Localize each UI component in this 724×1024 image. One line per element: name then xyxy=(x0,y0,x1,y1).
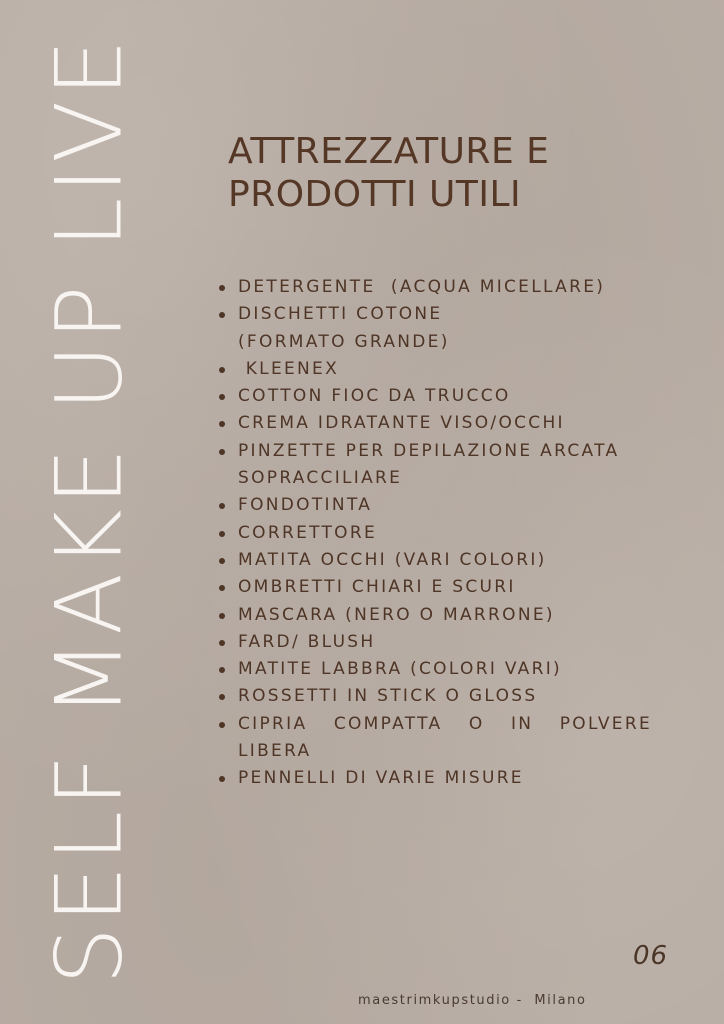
bullet-icon xyxy=(219,503,225,509)
bullet-icon xyxy=(219,694,225,700)
page-heading xyxy=(228,130,668,216)
bullet-icon xyxy=(219,449,225,455)
list-item xyxy=(216,656,652,683)
list-item-text: MATITA OCCHI (VARI COLORI) xyxy=(238,549,547,570)
list-item xyxy=(216,301,652,356)
list-item xyxy=(216,356,652,383)
product-list xyxy=(216,274,660,793)
list-item-text: OMBRETTI CHIARI E SCURI xyxy=(238,577,516,598)
bullet-icon xyxy=(219,312,225,318)
list-item xyxy=(216,520,652,547)
list-item-text: ROSSETTI IN STICK O GLOSS xyxy=(238,686,538,707)
list-item xyxy=(216,602,652,629)
heading-line-2: PRODOTTI UTILI xyxy=(228,174,522,215)
bullet-icon xyxy=(219,394,225,400)
list-item xyxy=(216,629,652,656)
list-item-text: CORRETTORE xyxy=(238,522,378,543)
list-item-text: PINZETTE PER DEPILAZIONE ARCATA SOPRACCILIARE xyxy=(238,440,628,489)
list-item-text: KLEENEX xyxy=(238,358,340,379)
list-item xyxy=(216,547,652,574)
list-item-text: FONDOTINTA xyxy=(238,495,373,516)
list-item-text: MATITE LABBRA (COLORI VARI) xyxy=(238,659,562,680)
bullet-icon xyxy=(219,613,225,619)
list-item-text: PENNELLI DI VARIE MISURE xyxy=(238,768,524,789)
list-item xyxy=(216,438,652,493)
list-item-text: CREMA IDRATANTE VISO/OCCHI xyxy=(238,413,565,434)
bullet-icon xyxy=(219,640,225,646)
bullet-icon xyxy=(219,421,225,427)
bullet-icon xyxy=(219,776,225,782)
bullet-icon xyxy=(219,722,225,728)
list-item xyxy=(216,683,652,710)
page-number: 06 xyxy=(633,941,669,971)
list-item-text: CIPRIA COMPATTA O IN POLVERE LIBERA xyxy=(238,713,660,762)
bullet-icon xyxy=(219,531,225,537)
list-item xyxy=(216,711,660,766)
list-item xyxy=(216,383,652,410)
bullet-icon xyxy=(219,285,225,291)
list-item xyxy=(216,274,652,301)
list-item xyxy=(216,410,652,437)
footer-credit: maestrimkupstudio - Milano xyxy=(358,993,587,1008)
list-item-text: DISCHETTI COTONE (FORMATO GRANDE) xyxy=(238,304,450,352)
list-item xyxy=(216,492,652,519)
list-item xyxy=(216,765,652,792)
list-item xyxy=(216,574,652,601)
bullet-icon xyxy=(219,367,225,373)
heading-line-1: ATTREZZATURE E xyxy=(228,131,550,172)
bullet-icon xyxy=(219,585,225,591)
side-title: SELF MAKE UP LIVE xyxy=(37,35,143,985)
list-item-text: FARD/ BLUSH xyxy=(238,631,376,652)
bullet-icon xyxy=(219,667,225,673)
bullet-icon xyxy=(219,558,225,564)
list-item-text: MASCARA (NERO O MARRONE) xyxy=(238,604,555,625)
list-item-text: COTTON FIOC DA TRUCCO xyxy=(238,386,511,407)
list-item-text: DETERGENTE (ACQUA MICELLARE) xyxy=(238,277,606,297)
